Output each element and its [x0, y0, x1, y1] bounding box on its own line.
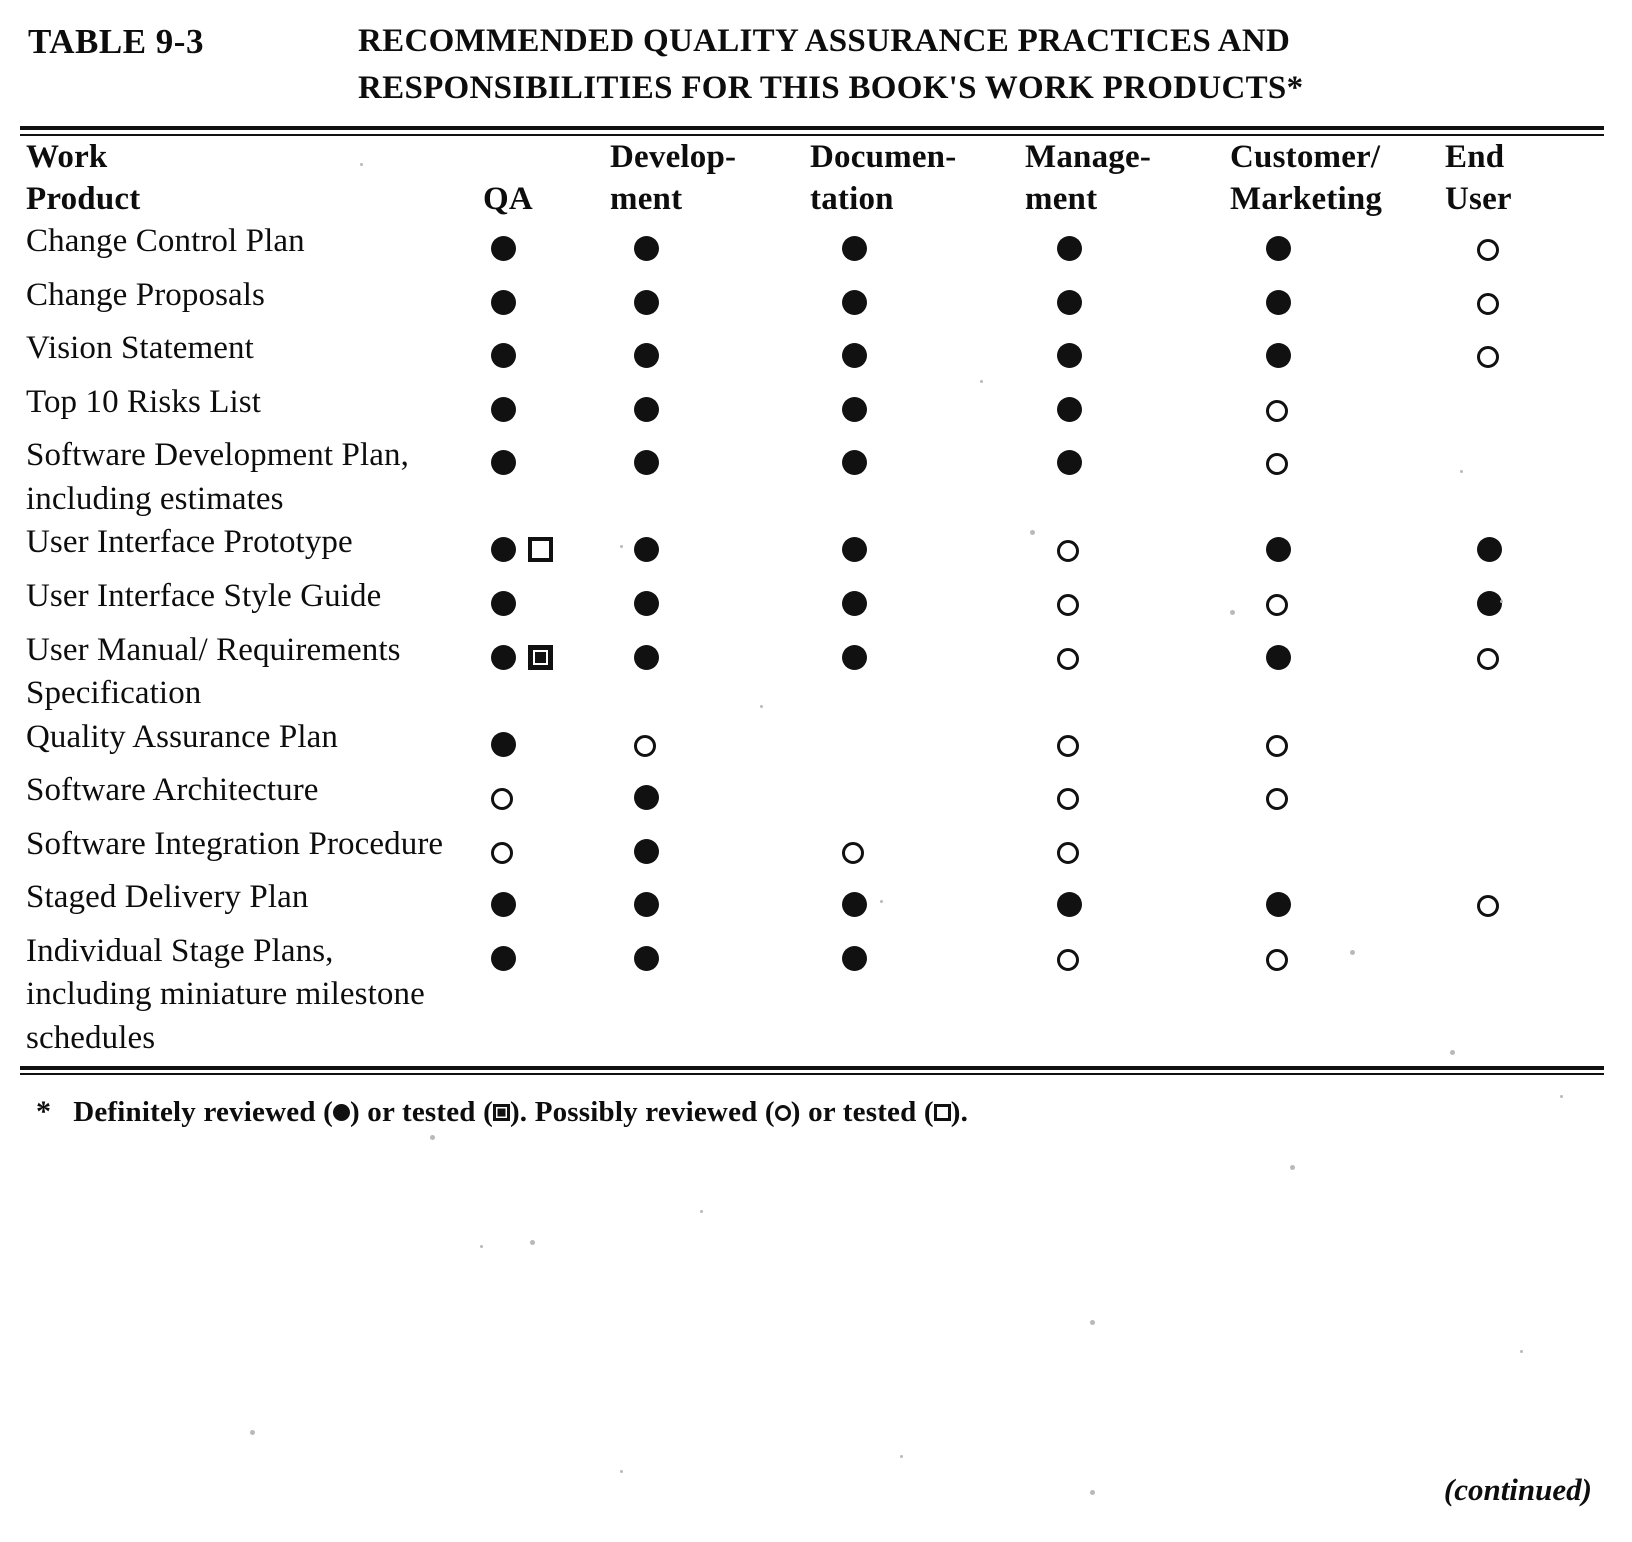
filled-circle-icon: [842, 946, 867, 971]
marker-group: [634, 839, 659, 864]
marker-group: [491, 343, 516, 368]
cell-mgmt: [1025, 716, 1230, 770]
marker-group: [842, 842, 864, 864]
filled-circle-icon: [1057, 892, 1082, 917]
filled-circle-icon: [842, 591, 867, 616]
marker-group: [634, 946, 659, 971]
cell-end: [1445, 716, 1604, 770]
filled-circle-icon: [491, 343, 516, 368]
open-circle-icon: [1057, 788, 1079, 810]
filled-circle-icon: [1266, 892, 1291, 917]
table-row: [20, 575, 1604, 629]
cell-end: [1445, 220, 1604, 274]
table-row: [20, 629, 1604, 716]
table-body: [20, 220, 1604, 1060]
cell-mgmt: [1025, 381, 1230, 435]
cell-cust: [1230, 716, 1445, 770]
filled-circle-icon: [842, 892, 867, 917]
marker-group: [1057, 735, 1079, 757]
filled-circle-icon: [634, 397, 659, 422]
cell-end: [1445, 629, 1604, 716]
marker-group: [1477, 346, 1499, 368]
open-circle-icon: [1266, 788, 1288, 810]
marker-group: [1057, 343, 1082, 368]
marker-group: [842, 343, 867, 368]
cell-qa: [475, 220, 610, 274]
scan-speck: [480, 1245, 483, 1248]
cell-doc: [810, 716, 1025, 770]
filled-circle-icon: [842, 645, 867, 670]
cell-end: [1445, 521, 1604, 575]
legend-filled-circle-icon: [333, 1104, 350, 1121]
footnote-text: Definitely reviewed ( ) or tested ( ). Possibly reviewed ( ) or tested ( ).: [73, 1096, 969, 1129]
marker-group: [634, 785, 659, 810]
cell-qa: [475, 629, 610, 716]
filled-circle-icon: [1266, 290, 1291, 315]
cell-qa: [475, 823, 610, 877]
cell-cust: [1230, 434, 1445, 521]
cell-cust: [1230, 769, 1445, 823]
cell-dev: [610, 629, 810, 716]
marker-group: [1057, 648, 1079, 670]
marker-group: [634, 290, 659, 315]
cell-qa: [475, 434, 610, 521]
work-product-label: Change Control Plan: [26, 223, 305, 260]
column-header-work-product: [20, 136, 475, 220]
marker-group: [1057, 290, 1082, 315]
table-footnote: [36, 1095, 1604, 1129]
cell-doc: [810, 769, 1025, 823]
table-row: [20, 521, 1604, 575]
open-circle-icon: [1057, 648, 1079, 670]
filled-circle-icon: [634, 290, 659, 315]
filled-circle-icon: [1266, 343, 1291, 368]
open-circle-icon: [491, 842, 513, 864]
marker-group: [1266, 735, 1288, 757]
cell-dev: [610, 521, 810, 575]
marker-group: [1057, 594, 1079, 616]
table-row: [20, 274, 1604, 328]
work-product-label: Quality Assurance Plan: [26, 718, 338, 755]
filled-circle-icon: [1477, 537, 1502, 562]
marker-group: [1477, 239, 1499, 261]
marker-group: [491, 645, 553, 670]
scan-speck: [620, 1470, 623, 1473]
cell-end: [1445, 930, 1604, 1061]
cell-doc: [810, 327, 1025, 381]
filled-circle-icon: [842, 537, 867, 562]
table-row: [20, 220, 1604, 274]
scan-speck: [1090, 1320, 1095, 1325]
filled-circle-icon: [1057, 236, 1082, 261]
marker-group: [842, 892, 867, 917]
scan-speck: [1290, 1165, 1295, 1170]
cell-cust: [1230, 274, 1445, 328]
marker-group: [634, 591, 659, 616]
open-circle-icon: [1057, 735, 1079, 757]
cell-cust: [1230, 876, 1445, 930]
filled-circle-icon: [1057, 450, 1082, 475]
filled-circle-icon: [842, 343, 867, 368]
column-header-documentation: Documen- tation: [810, 138, 957, 217]
scan-speck: [430, 1135, 435, 1140]
cell-cust: [1230, 823, 1445, 877]
open-circle-icon: [1477, 648, 1499, 670]
cell-doc: [810, 521, 1025, 575]
cell-end: [1445, 876, 1604, 930]
filled-circle-icon: [634, 537, 659, 562]
marker-group: [1057, 788, 1079, 810]
open-circle-icon: [491, 788, 513, 810]
marker-group: [1057, 236, 1082, 261]
marker-group: [1266, 343, 1291, 368]
continued-label: (continued): [1443, 1472, 1592, 1507]
cell-dev: [610, 930, 810, 1061]
marker-group: [491, 450, 516, 475]
cell-cust: [1230, 327, 1445, 381]
scan-speck: [900, 1455, 903, 1458]
marker-group: [491, 788, 513, 810]
filled-circle-icon: [634, 946, 659, 971]
cell-mgmt: [1025, 823, 1230, 877]
cell-qa: [475, 876, 610, 930]
table-bottom-rule: [20, 1066, 1604, 1075]
cell-dev: [610, 274, 810, 328]
legend-open-circle-icon: [775, 1105, 791, 1121]
open-circle-icon: [842, 842, 864, 864]
qa-practices-table: [20, 136, 1604, 1061]
cell-qa: [475, 716, 610, 770]
open-circle-icon: [1477, 346, 1499, 368]
cell-mgmt: [1025, 327, 1230, 381]
open-circle-icon: [1057, 594, 1079, 616]
filled-circle-icon: [491, 290, 516, 315]
cell-dev: [610, 769, 810, 823]
marker-group: [1266, 788, 1288, 810]
open-circle-icon: [1477, 895, 1499, 917]
marker-group: [1057, 949, 1079, 971]
marker-group: [1477, 293, 1499, 315]
filled-circle-icon: [1266, 645, 1291, 670]
legend-open-square-icon: [934, 1104, 951, 1121]
filled-circle-icon: [491, 892, 516, 917]
marker-group: [634, 735, 656, 757]
cell-qa: [475, 381, 610, 435]
marker-group: [491, 732, 516, 757]
open-circle-icon: [1057, 842, 1079, 864]
scan-speck: [250, 1430, 255, 1435]
marker-group: [1266, 645, 1291, 670]
cell-mgmt: [1025, 930, 1230, 1061]
cell-dev: [610, 575, 810, 629]
cell-end: [1445, 823, 1604, 877]
filled-circle-icon: [634, 785, 659, 810]
marker-group: [842, 450, 867, 475]
marker-group: [634, 645, 659, 670]
table-title-block: [0, 0, 1632, 112]
marker-group: [842, 645, 867, 670]
column-header-customer-marketing: Customer/ Marketing: [1230, 138, 1383, 217]
filled-circle-icon: [842, 290, 867, 315]
marker-group: [491, 537, 553, 562]
cell-end: [1445, 769, 1604, 823]
table-number: TABLE 9-3: [28, 22, 204, 61]
header-top-rule: [20, 126, 1604, 136]
table-head: [20, 136, 1604, 220]
filled-circle-icon: [634, 236, 659, 261]
filled-circle-icon: [491, 236, 516, 261]
table-title: [358, 18, 1303, 112]
open-circle-icon: [1266, 594, 1288, 616]
marker-group: [842, 537, 867, 562]
column-header-management: Manage- ment: [1025, 138, 1152, 217]
cell-qa: [475, 575, 610, 629]
marker-group: [491, 290, 516, 315]
work-product-label: User Manual/ Requirements Specification: [26, 631, 401, 712]
work-product-label: Individual Stage Plans, including miniature milestone schedules: [26, 932, 425, 1056]
filled-circle-icon: [634, 839, 659, 864]
table-row: [20, 769, 1604, 823]
column-header-end-user: End User: [1445, 138, 1512, 217]
column-header-development: Develop- ment: [610, 138, 737, 217]
header-qa-label: QA: [483, 180, 533, 217]
table-row: [20, 716, 1604, 770]
cell-doc: [810, 274, 1025, 328]
open-square-icon: [528, 537, 553, 562]
cell-cust: [1230, 930, 1445, 1061]
open-circle-icon: [1477, 239, 1499, 261]
cell-mgmt: [1025, 575, 1230, 629]
filled-circle-icon: [1266, 537, 1291, 562]
work-product-label: User Interface Style Guide: [26, 578, 382, 615]
marker-group: [634, 236, 659, 261]
open-circle-icon: [1057, 949, 1079, 971]
header-work: Work: [26, 138, 108, 175]
marker-group: [491, 946, 516, 971]
cell-cust: [1230, 381, 1445, 435]
filled-circle-icon: [634, 645, 659, 670]
filled-circle-icon: [634, 343, 659, 368]
marker-group: [1057, 540, 1079, 562]
table-row: [20, 434, 1604, 521]
marker-group: [1266, 290, 1291, 315]
marker-group: [1266, 453, 1288, 475]
marker-group: [1477, 648, 1499, 670]
cell-end: [1445, 274, 1604, 328]
filled-circle-icon: [491, 946, 516, 971]
cell-mgmt: [1025, 876, 1230, 930]
cell-doc: [810, 220, 1025, 274]
cell-end: [1445, 575, 1604, 629]
cell-qa: [475, 521, 610, 575]
filled-circle-icon: [842, 450, 867, 475]
cell-doc: [810, 629, 1025, 716]
filled-circle-icon: [491, 732, 516, 757]
marker-group: [842, 397, 867, 422]
marker-group: [1477, 895, 1499, 917]
marker-group: [842, 946, 867, 971]
cell-doc: [810, 930, 1025, 1061]
marker-group: [1057, 842, 1079, 864]
table-title-line-1: RECOMMENDED QUALITY ASSURANCE PRACTICES AND: [358, 23, 1291, 59]
cell-doc: [810, 823, 1025, 877]
open-circle-icon: [1266, 400, 1288, 422]
marker-group: [491, 842, 513, 864]
cell-dev: [610, 823, 810, 877]
marker-group: [634, 343, 659, 368]
table-row: [20, 327, 1604, 381]
filled-circle-icon: [1057, 343, 1082, 368]
cell-mgmt: [1025, 274, 1230, 328]
cell-dev: [610, 716, 810, 770]
table-row: [20, 876, 1604, 930]
marker-group: [1266, 400, 1288, 422]
work-product-label: Staged Delivery Plan: [26, 879, 309, 916]
marker-group: [1477, 537, 1502, 562]
filled-circle-icon: [491, 450, 516, 475]
cell-mgmt: [1025, 220, 1230, 274]
table-row: [20, 381, 1604, 435]
scan-speck: [700, 1210, 703, 1213]
marker-group: [842, 236, 867, 261]
cell-dev: [610, 327, 810, 381]
work-product-label: Vision Statement: [26, 330, 254, 367]
marker-group: [1057, 397, 1082, 422]
filled-circle-icon: [491, 397, 516, 422]
filled-square-icon: [528, 645, 553, 670]
header-product: Product: [26, 180, 141, 217]
work-product-label: Software Integration Procedure: [26, 825, 444, 862]
cell-qa: [475, 769, 610, 823]
filled-circle-icon: [842, 397, 867, 422]
cell-doc: [810, 434, 1025, 521]
filled-circle-icon: [842, 236, 867, 261]
marker-group: [634, 537, 659, 562]
filled-circle-icon: [1266, 236, 1291, 261]
cell-end: [1445, 434, 1604, 521]
cell-dev: [610, 381, 810, 435]
cell-dev: [610, 220, 810, 274]
open-circle-icon: [1266, 453, 1288, 475]
marker-group: [634, 892, 659, 917]
table-row: [20, 930, 1604, 1061]
marker-group: [491, 591, 516, 616]
cell-cust: [1230, 521, 1445, 575]
filled-circle-icon: [634, 892, 659, 917]
cell-mgmt: [1025, 434, 1230, 521]
cell-cust: [1230, 575, 1445, 629]
header-row: [20, 136, 1604, 220]
cell-mgmt: [1025, 521, 1230, 575]
open-circle-icon: [1266, 949, 1288, 971]
filled-circle-icon: [1057, 397, 1082, 422]
filled-circle-icon: [1477, 591, 1502, 616]
filled-circle-icon: [491, 537, 516, 562]
marker-group: [634, 450, 659, 475]
cell-cust: [1230, 220, 1445, 274]
marker-group: [1057, 892, 1082, 917]
work-product-label: Software Development Plan, including estimates: [26, 437, 409, 517]
work-product-label: User Interface Prototype: [26, 524, 353, 561]
work-product-label: Change Proposals: [26, 276, 265, 313]
marker-group: [491, 892, 516, 917]
marker-group: [491, 397, 516, 422]
cell-doc: [810, 575, 1025, 629]
filled-circle-icon: [634, 450, 659, 475]
work-product-label: Top 10 Risks List: [26, 383, 262, 420]
scan-speck: [1090, 1490, 1095, 1495]
marker-group: [842, 290, 867, 315]
filled-circle-icon: [491, 591, 516, 616]
marker-group: [1266, 892, 1291, 917]
marker-group: [842, 591, 867, 616]
marker-group: [634, 397, 659, 422]
cell-end: [1445, 381, 1604, 435]
marker-group: [1266, 949, 1288, 971]
open-circle-icon: [634, 735, 656, 757]
table-row: [20, 823, 1604, 877]
open-circle-icon: [1266, 735, 1288, 757]
cell-qa: [475, 327, 610, 381]
marker-group: [1266, 594, 1288, 616]
open-circle-icon: [1477, 293, 1499, 315]
marker-group: [1266, 537, 1291, 562]
cell-doc: [810, 876, 1025, 930]
filled-circle-icon: [491, 645, 516, 670]
cell-end: [1445, 327, 1604, 381]
cell-mgmt: [1025, 629, 1230, 716]
filled-circle-icon: [634, 591, 659, 616]
marker-group: [1057, 450, 1082, 475]
filled-circle-icon: [1057, 290, 1082, 315]
cell-qa: [475, 930, 610, 1061]
open-circle-icon: [1057, 540, 1079, 562]
marker-group: [491, 236, 516, 261]
cell-cust: [1230, 629, 1445, 716]
cell-qa: [475, 274, 610, 328]
marker-group: [1266, 236, 1291, 261]
marker-group: [1477, 591, 1502, 616]
cell-mgmt: [1025, 769, 1230, 823]
scan-speck: [530, 1240, 535, 1245]
column-header-qa: [475, 136, 610, 220]
table-title-line-2: RESPONSIBILITIES FOR THIS BOOK'S WORK PRODUCTS*: [358, 69, 1304, 106]
footnote-star: *: [36, 1095, 52, 1129]
cell-doc: [810, 381, 1025, 435]
scan-speck: [1520, 1350, 1523, 1353]
cell-dev: [610, 434, 810, 521]
cell-dev: [610, 876, 810, 930]
legend-filled-square-icon: [493, 1104, 510, 1121]
work-product-label: Software Architecture: [26, 772, 319, 809]
